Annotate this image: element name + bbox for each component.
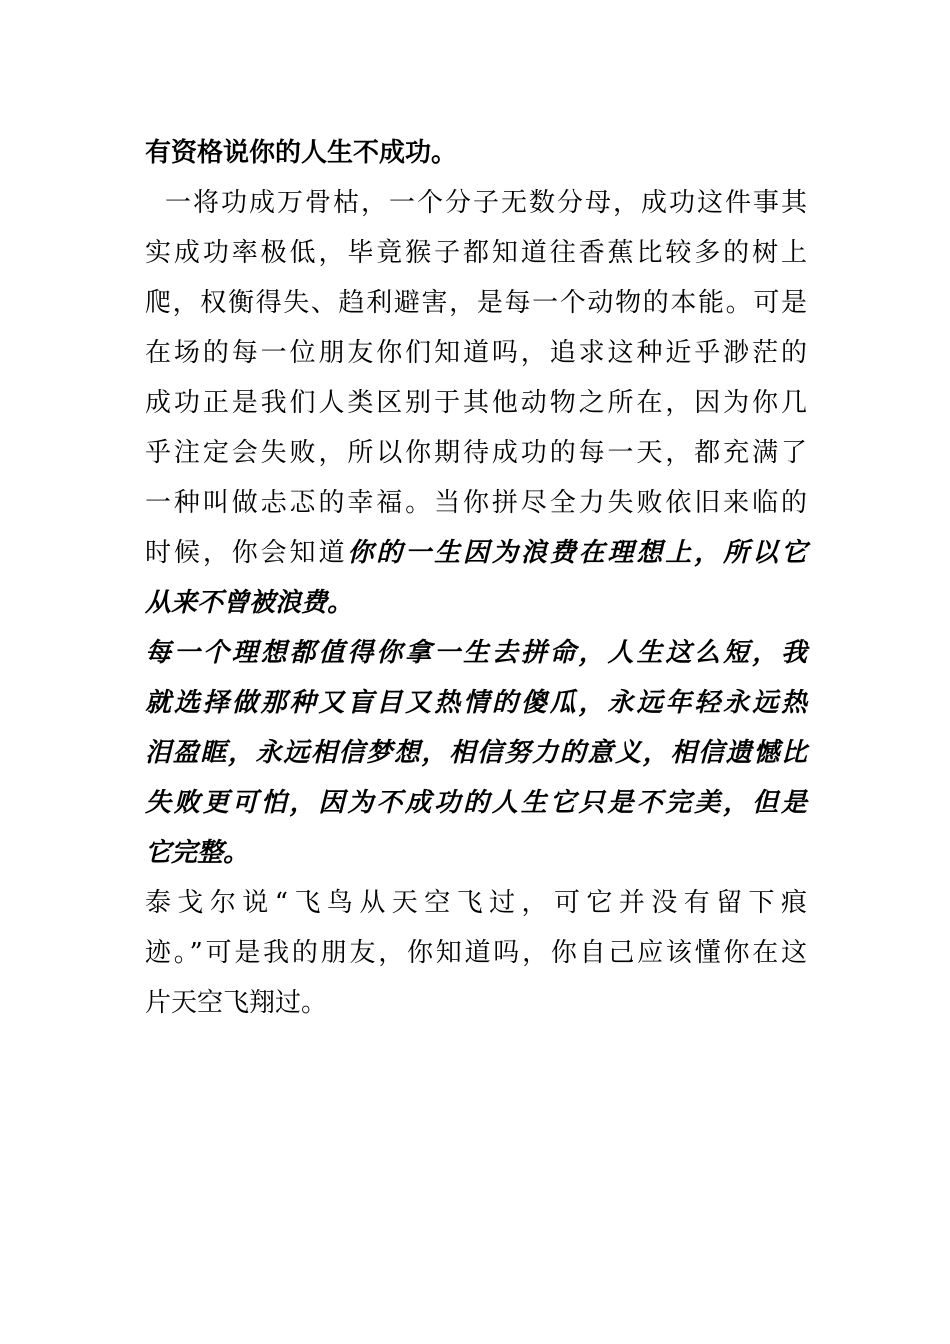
heading-line: 有资格说你的人生不成功。	[145, 138, 458, 168]
paragraph-2-line: 它完整。	[145, 838, 250, 868]
paragraph-2-line: 泪盈眶，永远相信梦想，相信努力的意义，相信遗憾比	[145, 738, 807, 768]
paragraph-1-line: 实成功率极低，毕竟猴子都知道往香蕉比较多的树上	[145, 238, 807, 268]
paragraph-1-line: 一将功成万骨枯，一个分子无数分母，成功这件事其	[165, 188, 807, 218]
emphasis-line: 从来不曾被浪费。	[145, 588, 354, 618]
paragraph-1-line: 爬，权衡得失、趋利避害，是每一个动物的本能。可是	[145, 288, 807, 318]
paragraph-2-line: 每一个理想都值得你拿一生去拼命，人生这么短，我	[145, 638, 807, 668]
paragraph-2-line: 失败更可怕，因为不成功的人生它只是不完美，但是	[145, 788, 807, 818]
document-page	[145, 128, 807, 1028]
paragraph-3-line: 片天空飞翔过。	[145, 988, 328, 1018]
paragraph-3-line: 迹。”可是我的朋友，你知道吗，你自己应该懂你在这	[145, 938, 807, 968]
paragraph-1-line: 一种叫做忐忑的幸福。当你拼尽全力失败依旧来临的	[145, 488, 807, 518]
paragraph-1	[145, 178, 807, 628]
paragraph-1-line: 在场的每一位朋友你们知道吗，追求这种近乎渺茫的	[145, 338, 807, 368]
paragraph-1-mixed-line	[145, 528, 807, 578]
paragraph-1-line: 乎注定会失败，所以你期待成功的每一天，都充满了	[145, 438, 807, 468]
paragraph-3	[145, 878, 807, 1028]
paragraph-3-line: 泰戈尔说“飞鸟从天空飞过，可它并没有留下痕	[145, 888, 807, 918]
emphasis-text: 你的一生因为浪费在理想上，所以它	[347, 538, 807, 568]
paragraph-2	[145, 628, 807, 878]
paragraph-2-line: 就选择做那种又盲目又热情的傻瓜，永远年轻永远热	[145, 688, 807, 718]
paragraph-1-line: 成功正是我们人类区别于其他动物之所在，因为你几	[145, 388, 807, 418]
plain-text: 时候，你会知道	[145, 538, 348, 568]
